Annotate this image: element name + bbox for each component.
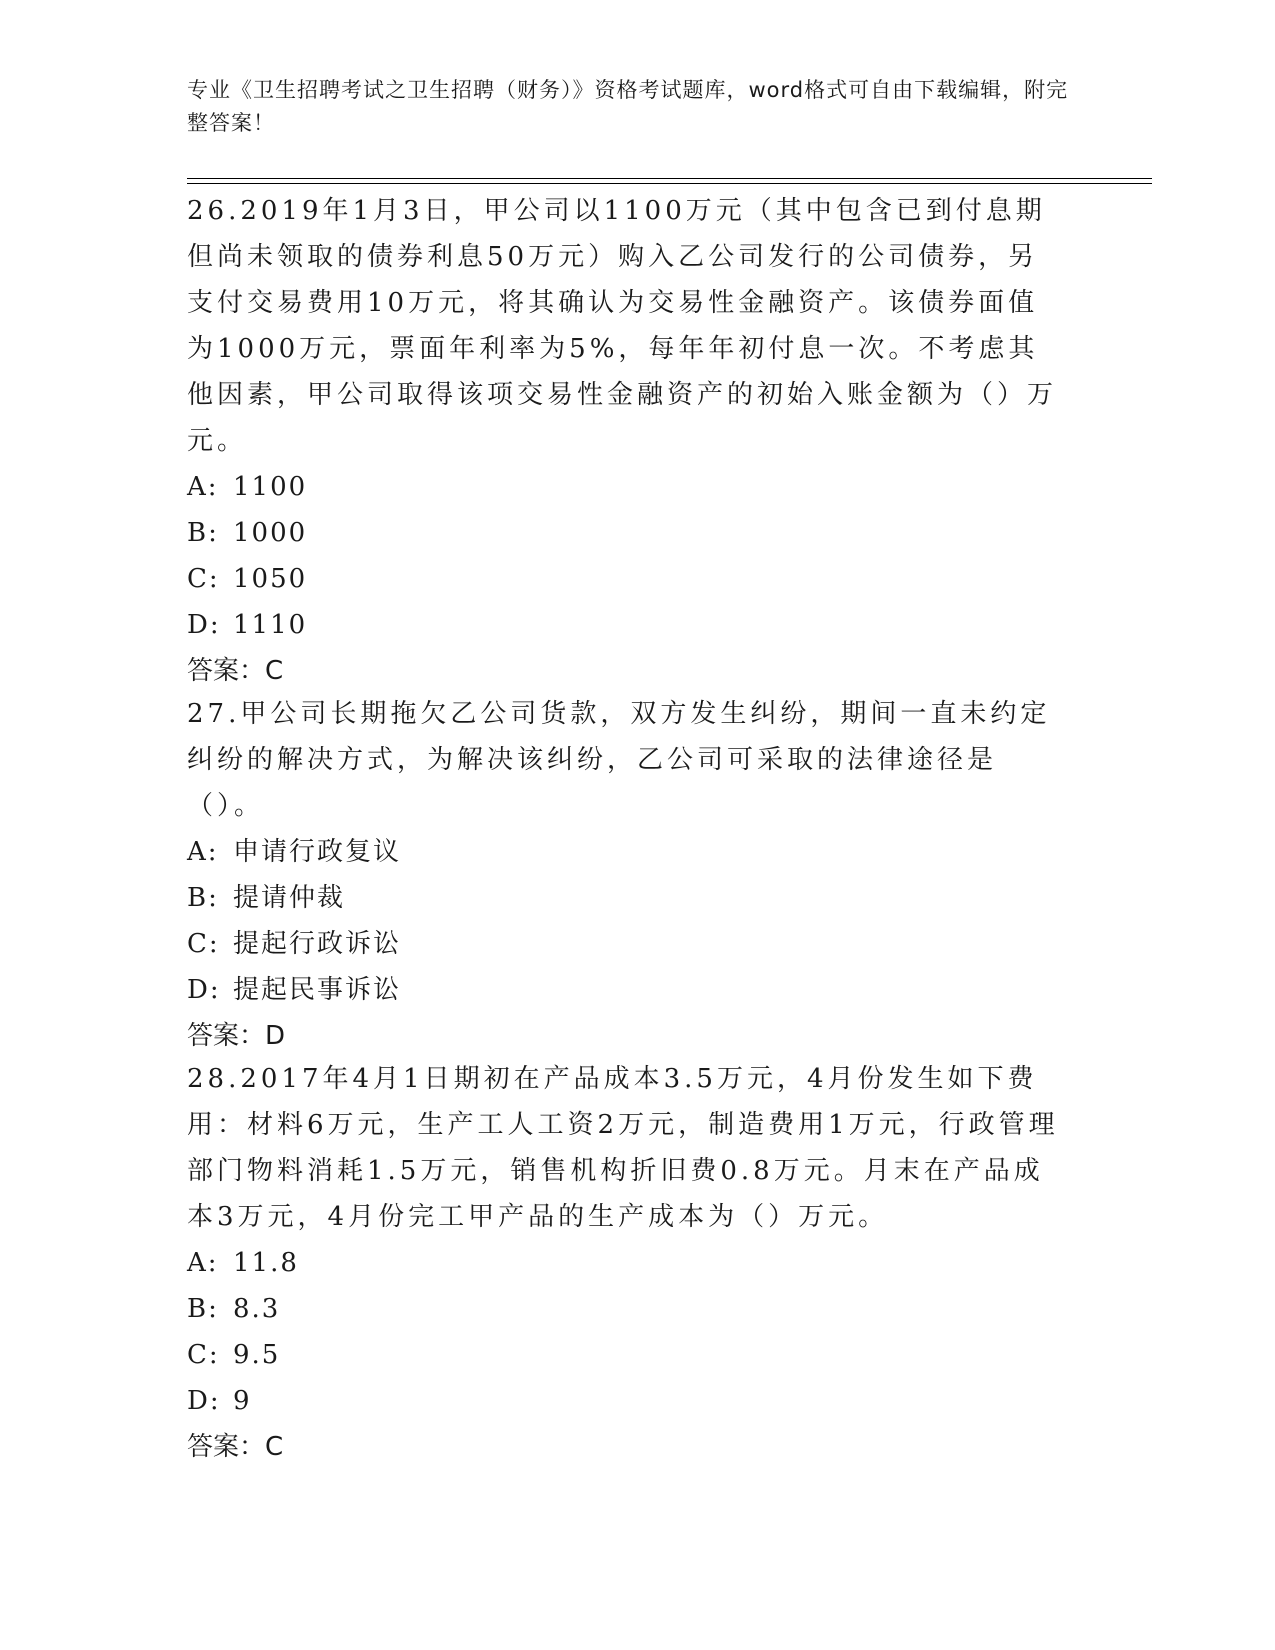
- header-divider-top: [187, 178, 1152, 179]
- document-header: 专业《卫生招聘考试之卫生招聘（财务）》资格考试题库，word格式可自由下载编辑，附完整答案！: [187, 78, 1069, 135]
- option-text: 11.8: [233, 1248, 299, 1278]
- option-text: 8.3: [233, 1294, 281, 1324]
- option-c: [187, 921, 1067, 967]
- option-c: [187, 1332, 1067, 1378]
- option-b: [187, 1286, 1067, 1332]
- question-28: [187, 1056, 1067, 1470]
- question-stem: 27.甲公司长期拖欠乙公司货款，双方发生纠纷，期间一直未约定纠纷的解决方式，为解决该纠纷，乙公司可采取的法律途径是（）。: [187, 699, 1051, 821]
- option-text: 1100: [233, 472, 308, 502]
- option-d: [187, 1378, 1067, 1424]
- answer-line: 答案：D: [187, 1021, 286, 1051]
- option-a: [187, 829, 1067, 875]
- option-text: 1000: [233, 518, 308, 548]
- option-key: B:: [187, 518, 219, 548]
- option-c: [187, 556, 1067, 602]
- option-text: 1050: [233, 564, 308, 594]
- option-key: D:: [187, 975, 221, 1005]
- option-key: A:: [187, 472, 219, 502]
- option-b: [187, 875, 1067, 921]
- option-key: C:: [187, 1340, 220, 1370]
- option-b: [187, 510, 1067, 556]
- option-text: 提起行政诉讼: [233, 929, 402, 959]
- answer-line: 答案：C: [187, 1432, 284, 1462]
- option-text: 提起民事诉讼: [233, 975, 402, 1005]
- option-key: D:: [187, 610, 221, 640]
- option-key: C:: [187, 929, 220, 959]
- option-key: A:: [187, 837, 219, 867]
- option-text: 申请行政复议: [233, 837, 402, 867]
- answer-line: 答案：C: [187, 656, 284, 686]
- question-stem: 26.2019年1月3日，甲公司以1100万元（其中包含已到付息期但尚未领取的债券利息50万元）购入乙公司发行的公司债券，另支付交易费用10万元，将其确认为交易性金融资产。该债券面值为1000万元，票面年利率为5%，每年年初付息一次。不考虑其他因素，甲公司取得该项交易性金融资产的初始入账金额为（）万元。: [187, 196, 1058, 456]
- option-text: 提请仲裁: [233, 883, 346, 913]
- option-key: B:: [187, 1294, 219, 1324]
- option-text: 9: [233, 1386, 252, 1416]
- option-key: D:: [187, 1386, 221, 1416]
- option-key: A:: [187, 1248, 219, 1278]
- question-stem: 28.2017年4月1日期初在产品成本3.5万元，4月份发生如下费用：材料6万元，生产工人工资2万元，制造费用1万元，行政管理部门物料消耗1.5万元，销售机构折旧费0.8万元。月末在产品成本3万元，4月份完工甲产品的生产成本为（）万元。: [187, 1064, 1059, 1232]
- option-a: [187, 1240, 1067, 1286]
- question-26: [187, 188, 1067, 694]
- header-divider-bottom: [187, 183, 1152, 184]
- option-text: 1110: [233, 610, 308, 640]
- option-key: B:: [187, 883, 219, 913]
- option-key: C:: [187, 564, 220, 594]
- option-a: [187, 464, 1067, 510]
- question-27: [187, 691, 1067, 1059]
- option-d: [187, 602, 1067, 648]
- option-d: [187, 967, 1067, 1013]
- option-text: 9.5: [233, 1340, 281, 1370]
